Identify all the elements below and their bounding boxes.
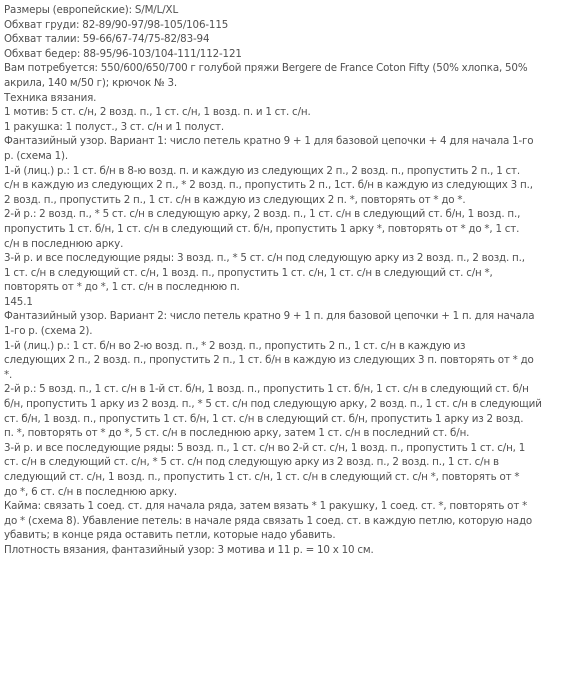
variant2-row3-line: следующий ст. с/н, 1 возд. п., пропустить 1 ст. с/н, 1 ст. с/н в следующий ст. с/н *, повторять от * — [4, 471, 520, 483]
variant2-row2-line: п. *, повторять от * до *, 5 ст. с/н в последнюю арку, затем 1 ст. с/н в последний ст. б/н. — [4, 427, 470, 440]
variant2-row1-line: 1-й (лиц.) р.: 1 ст. б/н во 2-ю возд. п., * 2 возд. п., пропустить 2 п., 1 ст. с/н в каждую из — [4, 339, 466, 352]
variant1-intro-line: Фантазийный узор. Вариант 1: число петель кратно 9 + 1 для базовой цепочки + 4 для начала 1-го — [4, 135, 534, 148]
border-line: Кайма: связать 1 соед. ст. для начала ряда, затем вязать * 1 ракушку, 1 соед. ст. *, повторять от * — [4, 500, 528, 513]
motif-line: 1 мотив: 5 ст. с/н, 2 возд. п., 1 ст. с/н, 1 возд. п. и 1 ст. с/н. — [4, 106, 311, 119]
materials-line: акрила, 140 м/50 г); крючок № 3. — [4, 76, 178, 89]
border-line: убавить; в конце ряда оставить петли, которые надо убавить. — [4, 529, 336, 542]
chest-line: Обхват груди: 82-89/90-97/98-105/106-115 — [4, 18, 229, 31]
variant1-row1-line: 1-й (лиц.) р.: 1 ст. б/н в 8-ю возд. п. и каждую из следующих 2 п., 2 возд. п., пропустить 2 п., 1 ст. — [4, 164, 520, 177]
variant1-row2-line: с/н в последнюю арку. — [4, 237, 124, 250]
variant1-intro-line: р. (схема 1). — [4, 149, 69, 162]
variant2-row1-line: следующих 2 п., 2 возд. п., пропустить 2 п., 1 ст. б/н в каждую из следующих 3 п. повторять от * до — [4, 354, 534, 367]
variant1-row3-line: 3-й р. и все последующие ряды: 3 возд. п., * 5 ст. с/н под следующую арку из 2 возд. п., 2 возд. п., — [4, 252, 525, 265]
sizes-line: Размеры (европейские): S/M/L/XL — [4, 4, 179, 16]
figure-reference: 145.1 — [4, 295, 33, 308]
variant2-intro-line: Фантазийный узор. Вариант 2: число петель кратно 9 + 1 п. для базовой цепочки + 1 п. для начала — [4, 310, 535, 323]
variant2-intro-line: 1-го р. (схема 2). — [4, 325, 93, 338]
variant1-row3-line: 1 ст. с/н в следующий ст. с/н, 1 возд. п., пропустить 1 ст. с/н, 1 ст. с/н в следующий ст. с/н *, — [4, 266, 493, 279]
variant1-row2-line: 2-й р.: 2 возд. п., * 5 ст. с/н в следующую арку, 2 возд. п., 1 ст. с/н в следующий ст. б/н, 1 возд. п., — [4, 208, 521, 221]
border-line: до * (схема 8). Убавление петель: в начале ряда связать 1 соед. ст. в каждую петлю, которую надо — [4, 514, 533, 527]
variant1-row2-line: пропустить 1 ст. б/н, 1 ст. с/н в следующий ст. б/н, пропустить 1 арку *, повторять от * до *, 1 ст. — [4, 222, 520, 235]
materials-line: Вам потребуется: 550/600/650/700 г голубой пряжи Bergere de France Coton Fifty (50% хлопка, 50% — [4, 62, 528, 75]
variant2-row3-line: ст. с/н в следующий ст. с/н, * 5 ст. с/н под следующую арку из 2 возд. п., 2 возд. п., 1 ст. с/н в — [4, 456, 499, 469]
variant1-row1-line: 2 возд. п., пропустить 2 п., 1 ст. с/н в каждую из следующих 2 п. *, повторять от * до *. — [4, 193, 466, 206]
shell-line: 1 ракушка: 1 полуст., 3 ст. с/н и 1 полуст. — [4, 120, 225, 133]
variant2-row2-line: 2-й р.: 5 возд. п., 1 ст. с/н в 1-й ст. б/н, 1 возд. п., пропустить 1 ст. б/н, 1 ст. с/н в следующий ст. б/н — [4, 383, 529, 396]
hips-line: Обхват бедер: 88-95/96-103/104-111/112-121 — [4, 47, 242, 60]
variant1-row1-line: с/н в каждую из следующих 2 п., * 2 возд. п., пропустить 2 п., 1ст. б/н в каждую из следующих 3 п., — [4, 179, 533, 192]
variant2-row3-line: 3-й р. и все последующие ряды: 5 возд. п., 1 ст. с/н во 2-й ст. с/н, 1 возд. п., пропустить 1 ст. с/н, 1 — [4, 441, 526, 454]
waist-line: Обхват талии: 59-66/67-74/75-82/83-94 — [4, 33, 210, 46]
variant2-row1-line: *. — [4, 368, 13, 381]
variant1-row3-line: повторять от * до *, 1 ст. с/н в последнюю п. — [4, 281, 240, 294]
variant2-row2-line: ст. б/н, 1 возд. п., пропустить 1 ст. б/н, 1 ст. с/н в следующий ст. б/н, пропустить 1 арку из 2 возд. — [4, 412, 524, 425]
variant2-row2-line: б/н, пропустить 1 арку из 2 возд. п., * 5 ст. с/н под следующую арку, 2 возд. п., 1 ст. с/н в следующий — [4, 398, 542, 411]
variant2-row3-line: до *, 6 ст. с/н в последнюю арку. — [4, 485, 178, 498]
gauge-line: Плотность вязания, фантазийный узор: 3 мотива и 11 р. = 10 х 10 см. — [4, 543, 374, 556]
technique-heading: Техника вязания. — [4, 91, 97, 104]
